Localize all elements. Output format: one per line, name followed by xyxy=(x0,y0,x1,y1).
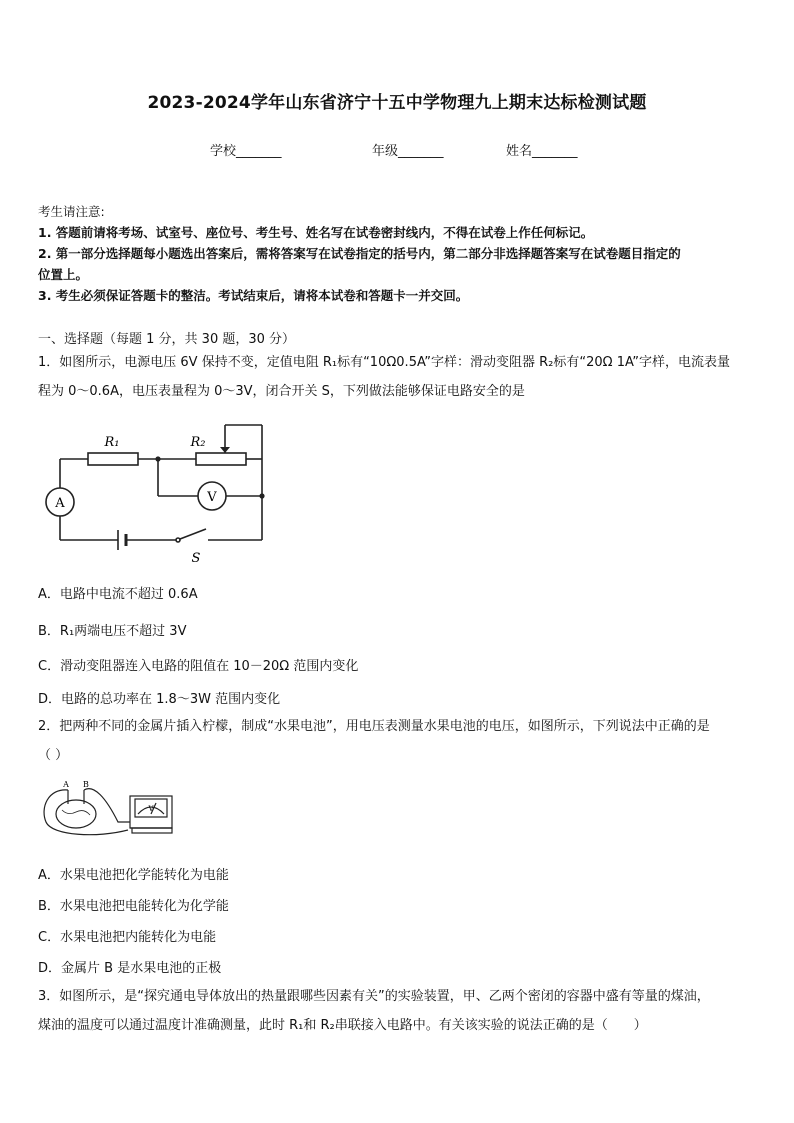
meter-label: V xyxy=(148,805,154,813)
question-1 xyxy=(38,348,758,406)
q1-option-b[interactable]: B．R₁两端电压不超过 3V xyxy=(38,624,187,639)
notice-item: 2. 第一部分选择题每小题选出答案后，需将答案写在试卷指定的括号内，第二部分非选择题答案写在试卷题目指定的 xyxy=(38,246,681,261)
ammeter-label: A xyxy=(55,496,65,511)
school-blank: _______ xyxy=(236,144,282,159)
school-label: 学校 xyxy=(210,144,237,159)
grade-blank: _______ xyxy=(398,144,444,159)
voltmeter-label: V xyxy=(207,490,217,505)
grade-label: 年级 xyxy=(372,144,399,159)
question-3-line: 煤油的温度可以通过温度计准确测量，此时 R₁和 R₂串联接入电路中。有关该实验的说法正确的是（ ） xyxy=(38,1018,647,1033)
section-heading: 一、选择题（每题 1 分，共 30 题，30 分） xyxy=(38,332,296,347)
question-2 xyxy=(38,712,758,770)
school-field[interactable] xyxy=(210,140,282,159)
electrode-a-label: A xyxy=(63,780,69,789)
question-3-line: 3．如图所示，是“探究通电导体放出的热量跟哪些因素有关”的实验装置，甲、乙两个密闭的容器中盛有等量的煤油， xyxy=(38,989,710,1004)
question-1-line: 程为 0～0.6A，电压表量程为 0～3V，闭合开关 S，下列做法能够保证电路安全的是 xyxy=(38,384,525,399)
name-blank: _______ xyxy=(532,144,578,159)
q2-option-c[interactable]: C．水果电池把内能转化为电能 xyxy=(38,930,217,945)
lemon-battery-diagram xyxy=(38,778,188,840)
q2-option-a[interactable]: A．水果电池把化学能转化为电能 xyxy=(38,868,229,883)
name-field[interactable] xyxy=(506,140,578,159)
q2-option-d[interactable]: D．金属片 B 是水果电池的正极 xyxy=(38,961,222,976)
question-3 xyxy=(38,982,758,1040)
r1-label: R₁ xyxy=(104,435,120,450)
notice-item: 3. 考生必须保证答题卡的整洁。考试结束后，请将本试卷和答题卡一并交回。 xyxy=(38,288,469,303)
notice-heading: 考生请注意: xyxy=(38,204,105,219)
page-title: 2023-2024学年山东省济宁十五中学物理九上期末达标检测试题 xyxy=(147,93,647,113)
notice-item: 1. 答题前请将考场、试室号、座位号、考生号、姓名写在试卷密封线内，不得在试卷上作任何标记。 xyxy=(38,225,594,240)
q1-option-a[interactable]: A．电路中电流不超过 0.6A xyxy=(38,587,198,602)
switch-label: S xyxy=(191,551,201,566)
question-2-line: （ ） xyxy=(38,748,69,763)
grade-field[interactable] xyxy=(372,140,444,159)
question-1-line: 1．如图所示，电源电压 6V 保持不变，定值电阻 R₁标有“10Ω0.5A”字样：滑动变阻器 R₂标有“20Ω 1A”字样，电流表量 xyxy=(38,355,730,370)
circuit-diagram xyxy=(40,420,280,570)
notice xyxy=(38,201,758,306)
q2-option-b[interactable]: B．水果电池把电能转化为化学能 xyxy=(38,899,229,914)
question-2-line: 2．把两种不同的金属片插入柠檬，制成“水果电池”，用电压表测量水果电池的电压，如图所示，下列说法中正确的是 xyxy=(38,719,710,734)
q1-option-d[interactable]: D．电路的总功率在 1.8～3W 范围内变化 xyxy=(38,692,281,707)
notice-item: 位置上。 xyxy=(38,267,89,282)
r2-label: R₂ xyxy=(190,435,206,450)
q1-option-c[interactable]: C．滑动变阻器连入电路的阻值在 10－20Ω 范围内变化 xyxy=(38,659,359,674)
name-label: 姓名 xyxy=(506,144,533,159)
electrode-b-label: B xyxy=(83,780,89,789)
